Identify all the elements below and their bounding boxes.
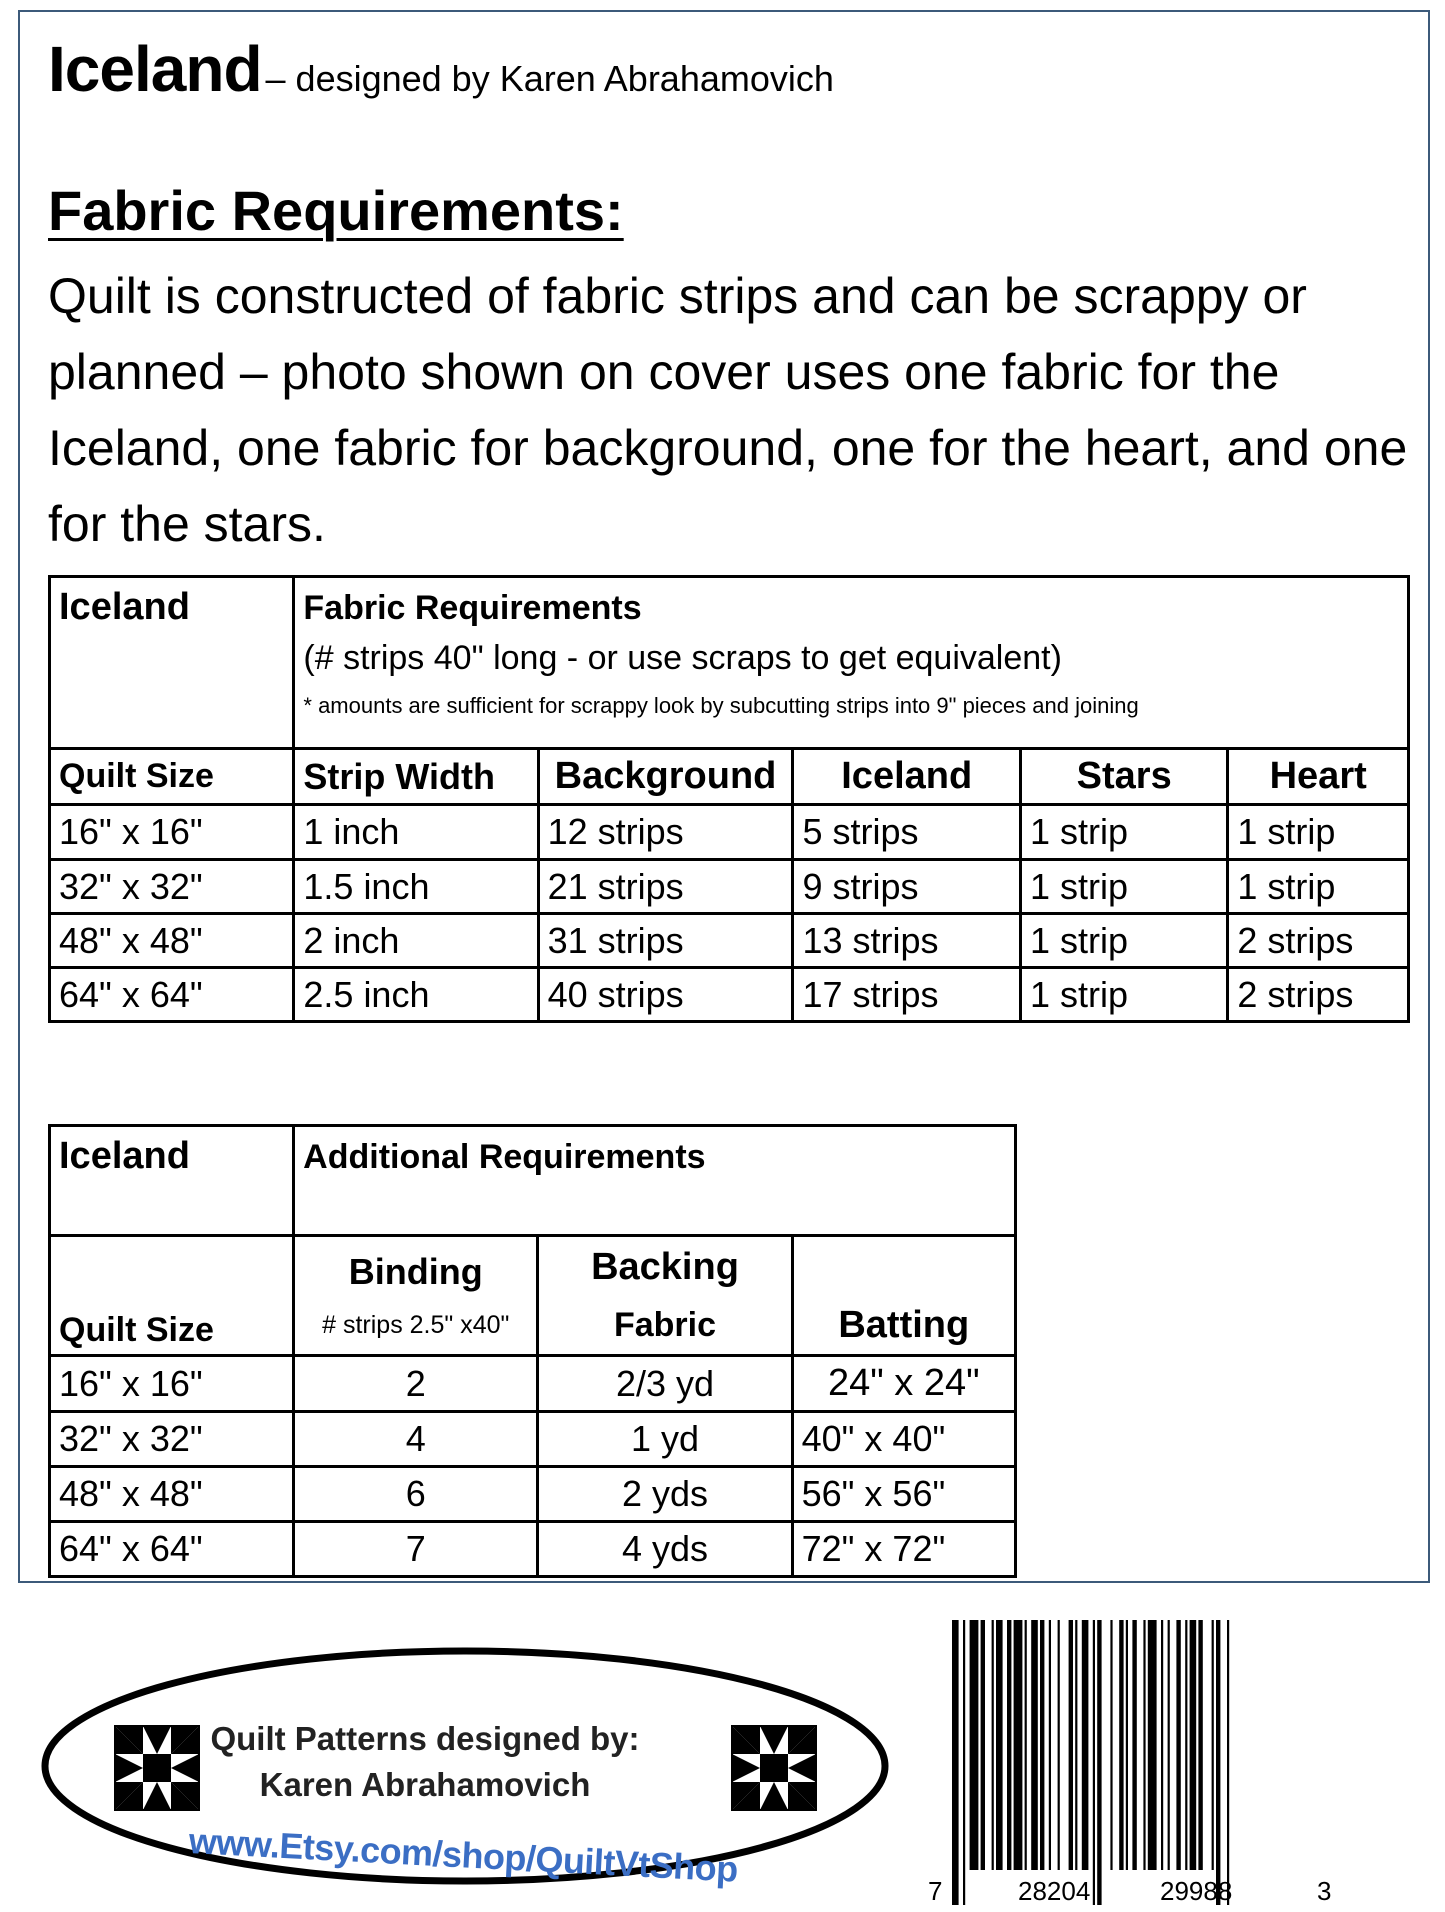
table1-col-background: Background [538,749,793,805]
barcode-bar [1190,1620,1197,1870]
table1-cell: 48" x 48" [50,914,294,968]
barcode-bar [996,1620,1003,1870]
table1-col-stars: Stars [1020,749,1227,805]
table1-cell: 2.5 inch [294,968,538,1022]
table2-cell: 4 yds [538,1522,792,1577]
table1-cell: 16" x 16" [50,805,294,860]
additional-requirements-table [48,1124,1017,1578]
title-name: Iceland [48,33,262,105]
fabric-requirements-heading: Fabric Requirements: [48,179,624,242]
shop-url-link[interactable]: www.Etsy.com/shop/QuiltVtShop [187,1820,739,1890]
barcode-bar [1198,1620,1202,1870]
table-row [50,1356,1016,1412]
barcode-bar [1049,1620,1051,1870]
table2-col-backing-1: Backing [591,1245,739,1288]
table1-cell: 1 strip [1228,805,1409,860]
table2-cell: 2 [294,1356,538,1412]
barcode-bar [1185,1620,1187,1870]
barcode-bar [1143,1620,1145,1870]
table2-col-quilt-size: Quilt Size [59,1311,214,1349]
table1-note: * amounts are sufficient for scrappy look by subcutting strips into 9" pieces and joining [303,693,1139,718]
table2-heading-cell [294,1126,1016,1236]
table1-cell: 1 strip [1020,860,1227,914]
table2-cell: 16" x 16" [50,1356,294,1412]
table-row [50,914,1409,968]
barcode-digits-left: 28204 [1018,1876,1091,1906]
table1-cell: 9 strips [793,860,1021,914]
table2-header-row [50,1236,1016,1356]
barcode-bar [970,1620,979,1870]
table1-heading: Fabric Requirements [303,589,642,627]
logo-line2: Karen Abrahamovich [259,1766,591,1803]
table2-col-quilt-size-cell [50,1236,294,1356]
table-row [50,1467,1016,1522]
table1-cell: 1 strip [1020,914,1227,968]
table-row [50,968,1409,1022]
table1-col-iceland: Iceland [793,749,1021,805]
barcode-bar [952,1620,959,1905]
table1-header-row [50,749,1409,805]
barcode-bar [1126,1620,1128,1870]
table-row [50,805,1409,860]
table2-cell: 4 [294,1412,538,1467]
table2-col-binding: Binding [348,1250,483,1292]
table2-cell: 72" x 72" [792,1522,1015,1577]
table1-cell: 2 strips [1228,914,1409,968]
table1-cell: 17 strips [793,968,1021,1022]
table1-cell: 2 strips [1228,968,1409,1022]
fabric-requirements-table [48,575,1410,1023]
table2-cell: 40" x 40" [792,1412,1015,1467]
table1-cell: 5 strips [793,805,1021,860]
table1-cell: 1.5 inch [294,860,538,914]
barcode-bar [1176,1620,1180,1870]
table2-cell: 2/3 yd [538,1356,792,1412]
intro-paragraph: Quilt is constructed of fabric strips and can be scrappy or planned – photo shown on cover uses one fabric for the Iceland, one fabric for background, one for the heart, and one for the stars. [48,268,1408,552]
table1-heading-cell [294,577,1409,749]
table2-cell: 6 [294,1467,538,1522]
barcode-bar [1031,1620,1038,1870]
barcode-bar [1216,1620,1220,1905]
table2-col-batting: Batting [838,1304,970,1346]
table2-cell: 1 yd [538,1412,792,1467]
table2-cell: 48" x 48" [50,1467,294,1522]
table2-col-binding-cell [294,1236,538,1356]
barcode-bar [963,1620,965,1905]
table1-subheading: (# strips 40" long - or use scraps to get equivalent) [303,639,1062,677]
logo-line1: Quilt Patterns designed by: [210,1720,640,1757]
table1-corner-label: Iceland [59,586,190,628]
table1-col-strip-width: Strip Width [294,749,538,805]
table2-corner-label: Iceland [59,1135,190,1177]
barcode-bar [981,1620,985,1870]
barcode-bar [1040,1620,1044,1870]
title-subtitle: – designed by Karen Abrahamovich [265,58,834,99]
barcode-bar [1212,1620,1214,1870]
table2-col-binding-sub: # strips 2.5" x40" [322,1310,510,1339]
barcode-bar [1025,1620,1027,1870]
table1-cell: 2 inch [294,914,538,968]
barcode-bar [1097,1620,1101,1905]
table1-cell: 64" x 64" [50,968,294,1022]
barcode-bar [1007,1620,1011,1870]
table1-cell: 1 inch [294,805,538,860]
barcode-digit-last: 3 [1317,1876,1332,1906]
table1-cell: 1 strip [1020,968,1227,1022]
table-row [50,1522,1016,1577]
table1-cell: 21 strips [538,860,793,914]
barcode-bar [992,1620,994,1870]
barcode-bar [1110,1620,1112,1870]
table2-cell: 56" x 56" [792,1467,1015,1522]
barcode-bar [1132,1620,1136,1870]
table2-cell: 24" x 24" [792,1356,1015,1412]
table1-cell: 31 strips [538,914,793,968]
barcode-bar [1075,1620,1077,1870]
table1-cell: 13 strips [793,914,1021,968]
table2-col-backing-cell [538,1236,792,1356]
table1-cell: 32" x 32" [50,860,294,914]
table2-cell: 2 yds [538,1467,792,1522]
barcode-bar [1119,1620,1123,1870]
table2-corner [50,1126,294,1236]
table1-cell: 1 strip [1020,805,1227,860]
barcode-bar [1161,1620,1163,1870]
table2-cell: 7 [294,1522,538,1577]
barcode-bar [1082,1620,1089,1870]
table1-cell: 12 strips [538,805,793,860]
barcode-bar [1014,1620,1023,1870]
barcode-bar [1168,1620,1170,1870]
barcode-bar [1093,1620,1095,1905]
table2-cell: 32" x 32" [50,1412,294,1467]
barcode-bar [1058,1620,1060,1870]
barcode-bar [1148,1620,1157,1870]
table-row [50,860,1409,914]
table-row [50,1412,1016,1467]
barcode-digits-right: 29988 [1160,1876,1233,1906]
table1-col-quilt-size: Quilt Size [50,749,294,805]
table2-heading: Additional Requirements [303,1138,706,1176]
table1-cell: 40 strips [538,968,793,1022]
barcode-digit-first: 7 [928,1876,943,1906]
table2-col-batting-cell [792,1236,1015,1356]
barcode-bar [1227,1620,1229,1905]
barcode-bar [1069,1620,1073,1870]
table1-col-heart: Heart [1228,749,1409,805]
barcode [930,1618,1320,1908]
table2-cell: 64" x 64" [50,1522,294,1577]
table1-cell: 1 strip [1228,860,1409,914]
page-title [48,32,834,106]
table2-col-backing-2: Fabric [613,1305,717,1344]
table1-corner [50,577,294,749]
